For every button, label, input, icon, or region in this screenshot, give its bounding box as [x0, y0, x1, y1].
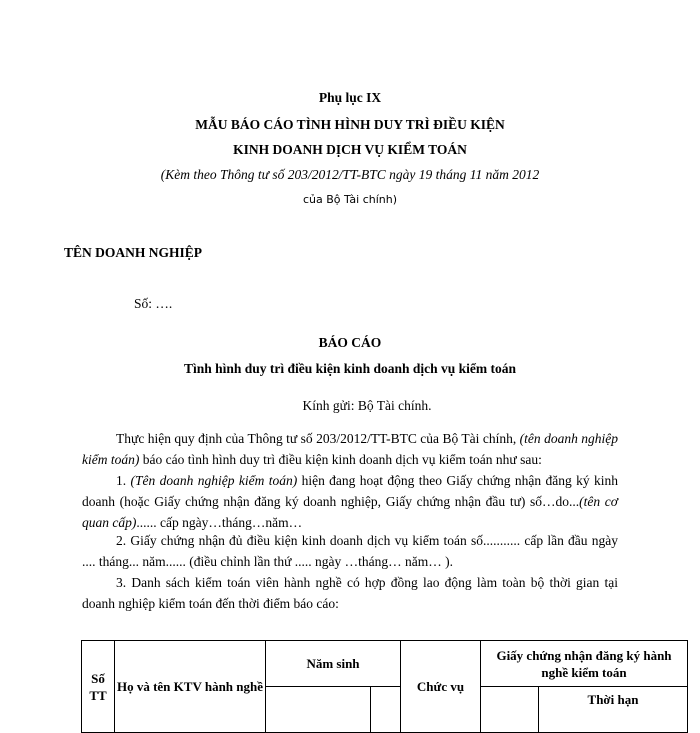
header-position: Chức vụ: [401, 641, 481, 733]
item-3-paragraph: 3. Danh sách kiểm toán viên hành nghề có hợp đồng lao động làm toàn bộ thời gian tại doanh nghiệp kiểm toán đến thời điểm báo cáo:: [82, 575, 618, 611]
intro-paragraph: [82, 428, 618, 470]
item-1-company-placeholder: (Tên doanh nghiệp kiểm toán): [130, 473, 298, 488]
header-certificate: Giấy chứng nhận đăng ký hành nghề kiểm toán: [481, 641, 688, 687]
intro-start: Thực hiện quy định của Thông tư số 203/2012/TT-BTC của Bộ Tài chính,: [116, 431, 520, 446]
intro-company-placeholder: (tên doanh nghiệp kiểm toán): [82, 431, 618, 467]
document-number: Số: ….: [134, 296, 173, 311]
item-1-text: hiện đang hoạt động theo Giấy chứng nhận đăng ký kinh doanh (hoặc Giấy chứng nhận đăng ký doanh nghiệp, Giấy chứng nhận đầu tư) số…do...: [82, 473, 619, 509]
header-name: Họ và tên KTV hành nghề: [115, 641, 266, 733]
header-birth-year: Năm sinh: [266, 641, 401, 687]
item-1-agency-placeholder: (tên cơ quan cấp): [82, 494, 619, 530]
attached-circular-line: (Kèm theo Thông tư số 203/2012/TT-BTC ngày 19 tháng 11 năm 2012: [160, 167, 540, 182]
header-term: Thời hạn: [539, 687, 688, 733]
issuer-line: của Bộ Tài chính): [302, 193, 398, 206]
title-line-2: KINH DOANH DỊCH VỤ KIỂM TOÁN: [233, 142, 467, 157]
item-1-end: ...... cấp ngày…tháng…năm…: [136, 515, 303, 530]
report-title: BÁO CÁO: [318, 335, 382, 350]
company-name-label: TÊN DOANH NGHIỆP: [64, 245, 203, 260]
intro-end: báo cáo tình hình duy trì điều kiện kinh doanh dịch vụ kiểm toán như sau:: [139, 452, 542, 467]
auditor-table: [81, 640, 688, 733]
appendix-label: Phụ lục IX: [318, 90, 382, 105]
header-birth-sub-1: [266, 687, 371, 733]
header-birth-sub-2: [371, 687, 401, 733]
title-line-1: MẪU BÁO CÁO TÌNH HÌNH DUY TRÌ ĐIỀU KIỆN: [195, 117, 505, 132]
item-1-number: 1.: [116, 473, 131, 488]
recipient-line: Kính gửi: Bộ Tài chính.: [302, 398, 432, 413]
header-cert-sub-1: [481, 687, 539, 733]
item-2-paragraph: 2. Giấy chứng nhận đủ điều kiện kinh doanh dịch vụ kiểm toán số........... cấp lần đầu ngày .... tháng... năm...... (điều chỉnh lần thứ ..... ngày …tháng… năm… ).: [82, 533, 618, 569]
item-1-paragraph: [82, 470, 618, 533]
header-stt: Số TT: [82, 641, 115, 733]
report-subtitle: Tình hình duy trì điều kiện kinh doanh dịch vụ kiểm toán: [183, 361, 516, 376]
